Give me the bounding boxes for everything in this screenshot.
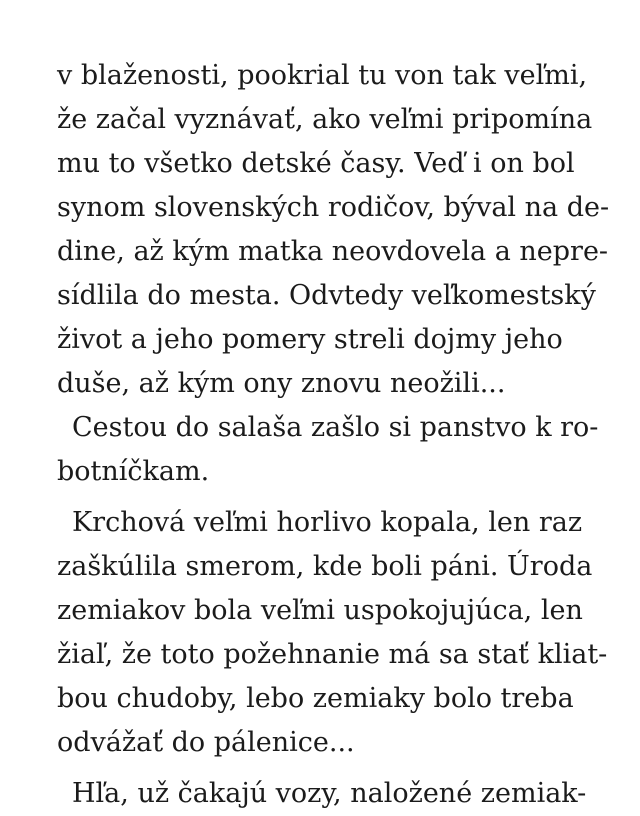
text-line: botníčkam. — [57, 456, 210, 487]
text-line: že začal vyznávať, ako veľmi pripomína — [57, 104, 593, 135]
paragraph-start-line: Krchová veľmi horlivo kopala, len raz — [72, 507, 583, 538]
text-line: odvážať do pálenice... — [57, 727, 355, 758]
text-line: dine, až kým matka neovdovela a nepre- — [57, 236, 609, 267]
text-line: sídlila do mesta. Odvtedy veľkomestský — [57, 280, 596, 311]
text-line: v blaženosti, pookrial tu von tak veľmi, — [57, 60, 588, 91]
text-line: synom slovenských rodičov, býval na de- — [57, 192, 610, 223]
text-line: zemiakov bola veľmi uspokojujúca, len — [57, 595, 583, 626]
page-body-text — [57, 54, 610, 816]
text-line: mu to všetko detské časy. Veď i on bol — [57, 148, 575, 179]
text-line: zaškúlila smerom, kde boli páni. Úroda — [57, 551, 593, 582]
paragraph-start-line: Hľa, už čakajú vozy, naložené zemiak- — [72, 778, 587, 809]
text-line: život a jeho pomery streli dojmy jeho — [57, 324, 563, 355]
text-line: duše, až kým ony znovu neožili... — [57, 368, 506, 399]
text-line: žiaľ, že toto požehnanie má sa stať kliat- — [57, 639, 608, 670]
text-line: bou chudoby, lebo zemiaky bolo treba — [57, 683, 574, 714]
paragraph-start-line: Cestou do salaša zašlo si panstvo k ro- — [72, 412, 599, 443]
